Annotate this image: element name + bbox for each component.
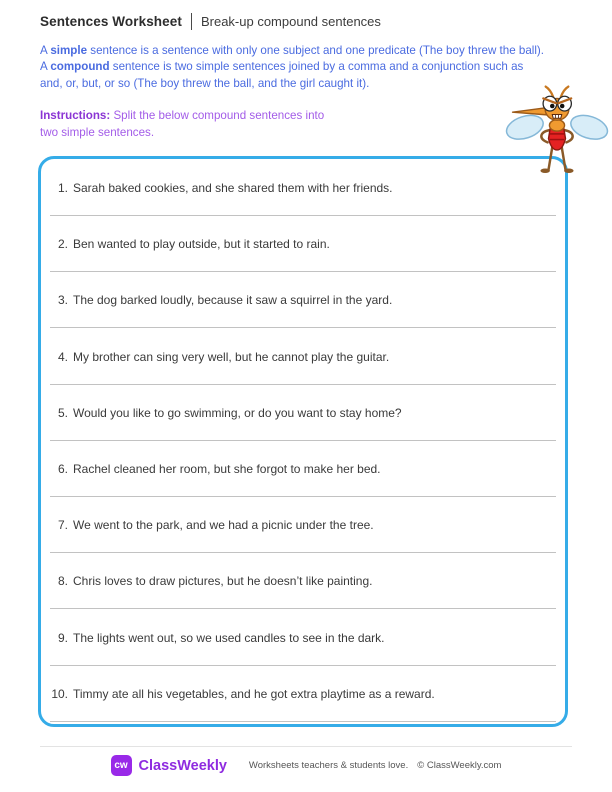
worksheet-item — [49, 168, 557, 224]
sentence-text: Timmy ate all his vegetables, and he got extra playtime as a reward. — [73, 686, 435, 701]
answer-line[interactable] — [50, 215, 556, 216]
answer-line[interactable] — [50, 608, 556, 609]
intro-paragraph — [40, 43, 548, 92]
sentence-number: 2. — [57, 237, 68, 252]
sentences-box — [38, 156, 568, 727]
answer-line[interactable] — [50, 271, 556, 272]
intro-text: A — [40, 44, 51, 57]
intro-bold-simple: simple — [50, 44, 88, 57]
sentence-text: Rachel cleaned her room, but she forgot to make her bed. — [73, 461, 381, 476]
instructions-line1 — [40, 107, 440, 124]
worksheet-item — [49, 224, 557, 280]
instructions-text: Split the below compound sentences into — [110, 109, 325, 122]
sentence-text: Sarah baked cookies, and she shared them with her friends. — [73, 181, 393, 195]
page-title: Sentences Worksheet — [40, 14, 182, 29]
worksheet-item — [49, 280, 557, 336]
instructions-line2: two simple sentences. — [40, 126, 155, 139]
sentence-number: 4. — [57, 349, 68, 364]
sentence-row — [49, 293, 557, 308]
worksheet-item — [49, 337, 557, 393]
sentence-row — [49, 518, 557, 533]
answer-line[interactable] — [50, 440, 556, 441]
sentence-number: 10. — [51, 686, 68, 701]
intro-bold-compound: compound — [50, 60, 110, 74]
sentence-row — [49, 574, 557, 589]
worksheet-item — [49, 393, 557, 449]
answer-line[interactable] — [50, 665, 556, 666]
page-header — [40, 13, 381, 30]
sentence-text: The lights went out, so we used candles to see in the dark. — [73, 630, 385, 645]
sentence-number: 1. — [57, 181, 68, 195]
footer-divider — [40, 746, 572, 747]
worksheet-item — [49, 674, 557, 730]
sentence-number: 7. — [57, 518, 68, 533]
sentence-text: Ben wanted to play outside, but it started to rain. — [73, 237, 330, 252]
angry-mosquito-icon — [505, 84, 609, 180]
instructions-label: Instructions: — [40, 109, 111, 122]
sentence-number: 3. — [57, 293, 68, 308]
classweekly-logo-icon: cw — [111, 755, 132, 776]
sentence-row — [49, 181, 557, 196]
sentence-row — [49, 687, 557, 702]
sentence-text: Would you like to go swimming, or do you want to stay home? — [73, 405, 402, 420]
sentence-row — [49, 631, 557, 646]
intro-text: sentence is a sentence with only one subject and one predicate (The boy threw the ball). A — [40, 44, 545, 74]
answer-line[interactable] — [50, 384, 556, 385]
answer-line[interactable] — [50, 552, 556, 553]
intro-text: sentence is two simple sentences joined by a comma and a conjunction such as and, or, but, or so (The boy threw the ball, and the girl caught it). — [40, 60, 524, 90]
answer-line[interactable] — [50, 496, 556, 497]
footer-tagline: Worksheets teachers & students love. — [248, 760, 409, 771]
worksheet-item — [49, 561, 557, 617]
sentence-number: 8. — [57, 574, 68, 589]
sentence-number: 6. — [57, 461, 68, 476]
brand-name: ClassWeekly — [138, 757, 227, 774]
footer-copyright: © ClassWeekly.com — [417, 760, 502, 771]
sentence-number: 5. — [57, 405, 68, 420]
page-subtitle: Break-up compound sentences — [200, 14, 381, 29]
sentence-row — [49, 237, 557, 252]
header-divider — [191, 13, 192, 30]
worksheet-item — [49, 449, 557, 505]
sentence-text: Chris loves to draw pictures, but he doesn’t like painting. — [73, 574, 373, 589]
answer-line[interactable] — [50, 721, 556, 722]
sentence-row — [49, 350, 557, 365]
answer-line[interactable] — [50, 327, 556, 328]
footer — [0, 755, 612, 776]
worksheet-item — [49, 618, 557, 674]
instructions — [40, 107, 440, 141]
worksheet-item — [49, 505, 557, 561]
sentence-text: My brother can sing very well, but he cannot play the guitar. — [73, 349, 390, 364]
sentence-number: 9. — [57, 630, 68, 645]
sentence-text: The dog barked loudly, because it saw a squirrel in the yard. — [73, 293, 393, 308]
sentence-text: We went to the park, and we had a picnic under the tree. — [73, 518, 374, 533]
sentence-row — [49, 462, 557, 477]
sentence-row — [49, 406, 557, 421]
